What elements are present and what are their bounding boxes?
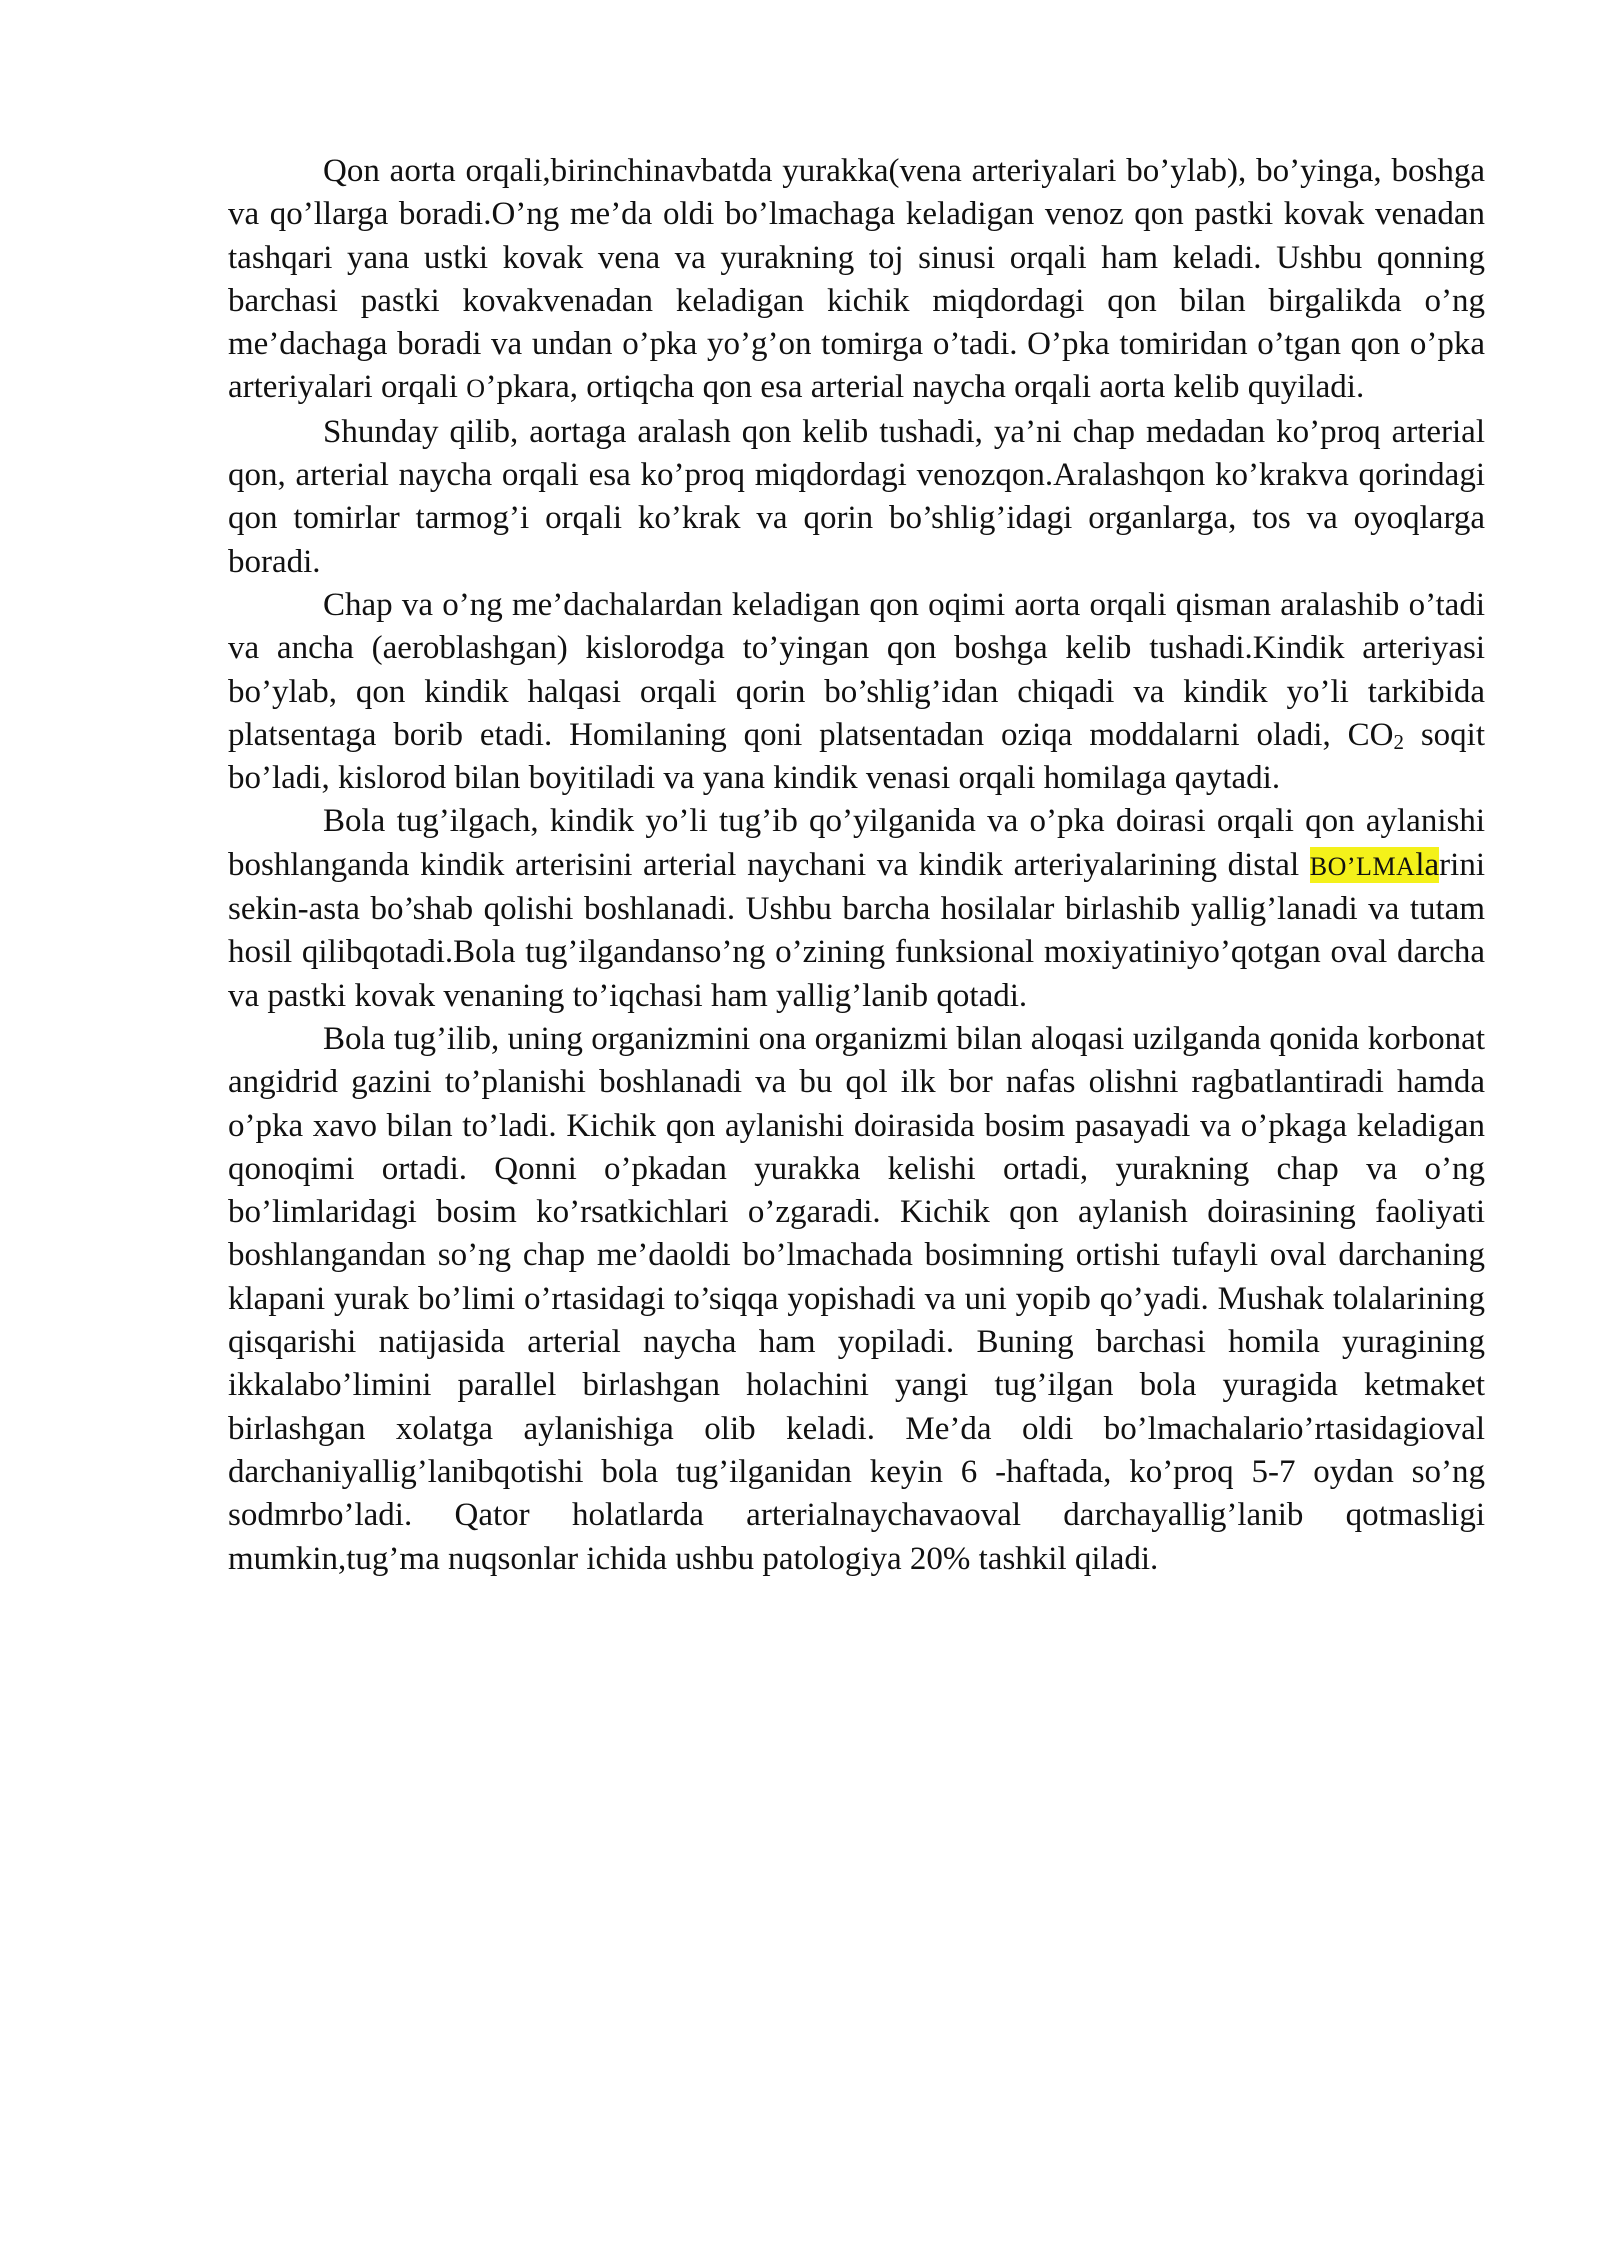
paragraph-2-text: Shunday qilib, aortaga aralash qon kelib tushadi, ya’ni chap medadan ko’proq arterial qon, arterial naycha orqali esa ko’proq miqdordagi venozqon.Aralashqon ko’krakva qorindagi qon tomirlar tarmog’i orqali ko’krak va qorin bo’shlig’idagi organlarga, tos va oyoqlarga boradi. — [228, 413, 1485, 580]
paragraph-3 — [228, 584, 1485, 800]
paragraph-5-text: Bola tug’ilib, uning organizmini ona organizmi bilan aloqasi uzilganda qonida korbonat angidrid gazini to’planishi boshlanadi va bu qol ilk bor nafas olishni ragbatlantiradi hamda o’pka xavo bilan to’ladi. Kichik qon aylanishi doirasida bosim pasayadi va o’pkaga keladigan qonoqimi ortadi. Qonni o’pkadan yurakka kelishi ortadi, yurakning chap va o’ng bo’limlaridagi bosim ko’rsatkichlari o’zgaradi. Kichik qon aylanish doirasining faoliyati boshlangandan so’ng chap me’daoldi bo’lmachada bosimning ortishi tufayli oval darchaning klapani yurak bo’limi o’rtasidagi to’siqqa yopishadi va uni yopib qo’yadi. Mushak tolalarining qisqarishi natijasida arterial naycha ham yopiladi. Buning barchasi homila yuragining ikkalabo’limini parallel birlashgan holachini yangi tug’ilgan bola yuragida ketmaket birlashgan xolatga aylanishiga olib keladi. Me’da oldi bo’lmachalario’rtasidagioval darchaniyallig’lanibqotishi bola tug’ilganidan keyin 6 -haftada, ko’proq 5-7 oydan so’ng sodmrbo’ladi. Qator holatlarda arterialnaychavaoval darchayallig’lanib qotmasligi mumkin,tug’ma nuqsonlar ichida ushbu patologiya 20% tashkil qiladi. — [228, 1020, 1485, 1577]
paragraph-5 — [228, 1018, 1485, 1581]
highlighted-smallcaps: BO’LMA — [1309, 851, 1416, 881]
paragraph-4-text-end: rini sekin-asta bo’shab qolishi boshlanadi. Ushbu barcha hosilalar birlashib yallig’lanadi va tutam hosil qilibqotadi.Bola tug’ilgandanso’ng o’zining funksional moxiyatiniyo’qotgan oval darcha va pastki kovak venaning to’iqchasi ham yallig’lanib qotadi. — [228, 846, 1485, 1014]
paragraph-1-text: Qon aorta orqali,birinchinavbatda yurakka(vena arteriyalari bo’ylab), bo’yinga, boshga va qo’llarga boradi.O’ng me’da oldi bo’lmachaga keladigan venoz qon pastki kovak venadan tashqari yana ustki kovak vena va yurakning toj sinusi orqali ham keladi. Ushbu qonning barchasi pastki kovakvenadan keladigan kichik miqdordagi qon bilan birgalikda o’ng me’dachaga boradi va undan o’pka yo’g’on tomirga o’tadi. O’pka tomiridan o’tgan qon o’pka arteriyalari orqali — [228, 153, 1485, 406]
co2-subscript: 2 — [1393, 729, 1404, 754]
paragraph-2 — [228, 411, 1485, 584]
paragraph-4-text: Bola tug’ilgach, kindik yo’li tug’ib qo’yilganida va o’pka doirasi orqali qon aylanishi boshlanganda kindik arterisini arterial naychani va kindik arteriyalarining distal — [228, 803, 1485, 883]
paragraph-1-text-end: ’pkara, ortiqcha qon esa arterial naycha orqali aorta kelib quyiladi. — [485, 369, 1365, 406]
highlighted-plain: la — [1415, 846, 1440, 883]
paragraph-4 — [228, 800, 1485, 1017]
paragraph-1-smallcaps-letter: O — [466, 374, 486, 404]
highlighted-word — [1310, 847, 1439, 883]
paragraph-3-text: Chap va o’ng me’dachalardan keladigan qon oqimi aorta orqali qisman aralashib o’tadi va ancha (aeroblashgan) kislorodga to’yingan qon boshga kelib tushadi.Kindik arteriyasi bo’ylab, qon kindik halqasi orqali qorin bo’shlig’idan chiqadi va kindik yo’li tarkibida platsentaga borib etadi. Homilaning qoni platsentadan oziqa moddalarni oladi, CO — [228, 586, 1485, 753]
paragraph-3-text-end: soqit bo’ladi, kislorod bilan boyitiladi va yana kindik venasi orqali homilaga qaytadi. — [228, 716, 1485, 797]
document-body — [228, 150, 1485, 1581]
paragraph-1 — [228, 150, 1485, 411]
